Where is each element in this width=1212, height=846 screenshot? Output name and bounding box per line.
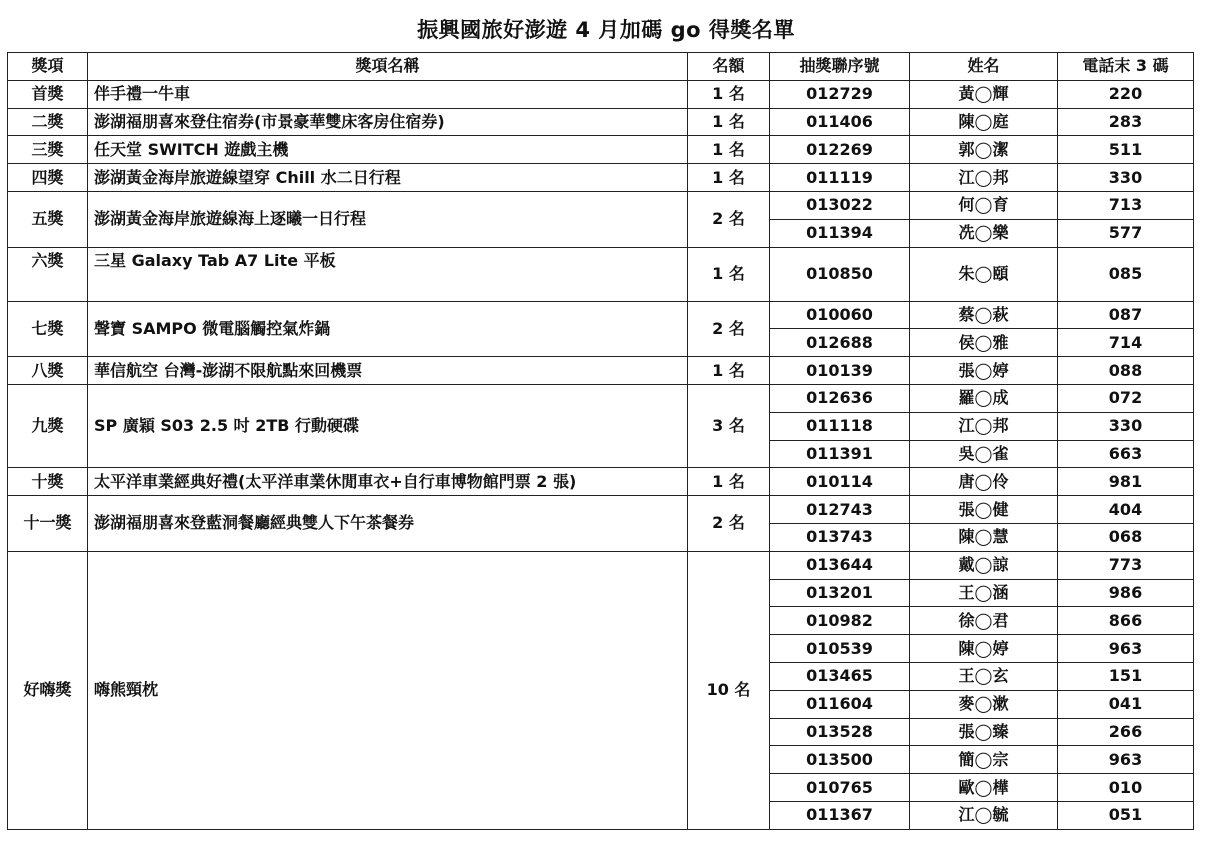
serial-cell: 011391 <box>770 440 910 468</box>
phone-cell: 266 <box>1058 718 1194 746</box>
phone-cell: 963 <box>1058 635 1194 663</box>
count-cell: 1 名 <box>688 468 770 496</box>
count-cell: 1 名 <box>688 80 770 108</box>
award-cell: 五獎 <box>8 191 88 247</box>
phone-cell: 330 <box>1058 412 1194 440</box>
name-cell: 羅◯成 <box>910 384 1058 412</box>
phone-cell: 773 <box>1058 551 1194 579</box>
header-name: 姓名 <box>910 53 1058 81</box>
prize-name-cell: 澎湖黃金海岸旅遊線望穿 Chill 水二日行程 <box>88 164 688 192</box>
name-cell: 張◯婷 <box>910 357 1058 385</box>
table-row <box>8 247 1194 301</box>
count-cell: 3 名 <box>688 384 770 467</box>
name-cell: 簡◯宗 <box>910 746 1058 774</box>
phone-cell: 085 <box>1058 247 1194 301</box>
phone-cell: 010 <box>1058 774 1194 802</box>
name-cell: 戴◯諒 <box>910 551 1058 579</box>
name-cell: 郭◯潔 <box>910 136 1058 164</box>
serial-cell: 010765 <box>770 774 910 802</box>
name-cell: 黃◯輝 <box>910 80 1058 108</box>
phone-cell: 330 <box>1058 164 1194 192</box>
name-cell: 吳◯雀 <box>910 440 1058 468</box>
table-row <box>8 551 1194 579</box>
prize-name-cell: 嗨熊頸枕 <box>88 551 688 829</box>
phone-cell: 220 <box>1058 80 1194 108</box>
serial-cell: 013743 <box>770 523 910 551</box>
serial-cell: 012729 <box>770 80 910 108</box>
table-row <box>8 301 1194 329</box>
serial-cell: 013500 <box>770 746 910 774</box>
phone-cell: 087 <box>1058 301 1194 329</box>
name-cell: 陳◯慧 <box>910 523 1058 551</box>
prize-name-cell: 伴手禮一牛車 <box>88 80 688 108</box>
table-row <box>8 108 1194 136</box>
serial-cell: 013201 <box>770 579 910 607</box>
name-cell: 朱◯頤 <box>910 247 1058 301</box>
name-cell: 冼◯樂 <box>910 219 1058 247</box>
phone-cell: 041 <box>1058 690 1194 718</box>
award-cell: 十獎 <box>8 468 88 496</box>
prize-name-cell: 三星 Galaxy Tab A7 Lite 平板 <box>88 247 688 301</box>
serial-cell: 010139 <box>770 357 910 385</box>
table-row <box>8 164 1194 192</box>
prize-name-cell: 澎湖黃金海岸旅遊線海上逐曦一日行程 <box>88 191 688 247</box>
header-count: 名額 <box>688 53 770 81</box>
prize-name-cell: 澎湖福朋喜來登藍洞餐廳經典雙人下午茶餐券 <box>88 496 688 552</box>
phone-cell: 088 <box>1058 357 1194 385</box>
phone-cell: 963 <box>1058 746 1194 774</box>
name-cell: 江◯邦 <box>910 164 1058 192</box>
serial-cell: 010060 <box>770 301 910 329</box>
award-cell: 八獎 <box>8 357 88 385</box>
table-row <box>8 384 1194 412</box>
name-cell: 麥◯漱 <box>910 690 1058 718</box>
award-cell: 九獎 <box>8 384 88 467</box>
serial-cell: 011367 <box>770 801 910 829</box>
serial-cell: 012688 <box>770 329 910 357</box>
count-cell: 1 名 <box>688 247 770 301</box>
name-cell: 陳◯庭 <box>910 108 1058 136</box>
name-cell: 陳◯婷 <box>910 635 1058 663</box>
name-cell: 張◯健 <box>910 496 1058 524</box>
table-header-row <box>8 53 1194 81</box>
phone-cell: 981 <box>1058 468 1194 496</box>
phone-cell: 068 <box>1058 523 1194 551</box>
serial-cell: 012743 <box>770 496 910 524</box>
count-cell: 1 名 <box>688 164 770 192</box>
table-row <box>8 80 1194 108</box>
count-cell: 1 名 <box>688 136 770 164</box>
serial-cell: 011604 <box>770 690 910 718</box>
name-cell: 張◯臻 <box>910 718 1058 746</box>
prize-name-cell: 聲寶 SAMPO 微電腦觸控氣炸鍋 <box>88 301 688 357</box>
table-row <box>8 136 1194 164</box>
serial-cell: 010539 <box>770 635 910 663</box>
name-cell: 江◯毓 <box>910 801 1058 829</box>
award-cell: 七獎 <box>8 301 88 357</box>
table-row <box>8 191 1194 219</box>
count-cell: 2 名 <box>688 301 770 357</box>
name-cell: 侯◯雅 <box>910 329 1058 357</box>
award-cell: 十一獎 <box>8 496 88 552</box>
serial-cell: 012269 <box>770 136 910 164</box>
name-cell: 歐◯樺 <box>910 774 1058 802</box>
award-cell: 六獎 <box>8 247 88 301</box>
serial-cell: 010114 <box>770 468 910 496</box>
serial-cell: 012636 <box>770 384 910 412</box>
serial-cell: 011394 <box>770 219 910 247</box>
table-body <box>8 80 1194 829</box>
serial-cell: 011119 <box>770 164 910 192</box>
count-cell: 2 名 <box>688 191 770 247</box>
prize-name-cell: SP 廣穎 S03 2.5 吋 2TB 行動硬碟 <box>88 384 688 467</box>
serial-cell: 011406 <box>770 108 910 136</box>
phone-cell: 072 <box>1058 384 1194 412</box>
serial-cell: 013465 <box>770 662 910 690</box>
phone-cell: 283 <box>1058 108 1194 136</box>
phone-cell: 051 <box>1058 801 1194 829</box>
table-row <box>8 357 1194 385</box>
serial-cell: 013644 <box>770 551 910 579</box>
name-cell: 蔡◯萩 <box>910 301 1058 329</box>
header-award-name: 獎項名稱 <box>88 53 688 81</box>
phone-cell: 404 <box>1058 496 1194 524</box>
phone-cell: 866 <box>1058 607 1194 635</box>
award-cell: 四獎 <box>8 164 88 192</box>
phone-cell: 713 <box>1058 191 1194 219</box>
phone-cell: 577 <box>1058 219 1194 247</box>
phone-cell: 151 <box>1058 662 1194 690</box>
name-cell: 徐◯君 <box>910 607 1058 635</box>
award-cell: 首獎 <box>8 80 88 108</box>
name-cell: 王◯涵 <box>910 579 1058 607</box>
phone-cell: 986 <box>1058 579 1194 607</box>
prize-name-cell: 太平洋車業經典好禮(太平洋車業休閒車衣+自行車博物館門票 2 張) <box>88 468 688 496</box>
header-award: 獎項 <box>8 53 88 81</box>
award-cell: 三獎 <box>8 136 88 164</box>
header-serial: 抽獎聯序號 <box>770 53 910 81</box>
table-row <box>8 468 1194 496</box>
name-cell: 江◯邦 <box>910 412 1058 440</box>
prize-name-cell: 華信航空 台灣-澎湖不限航點來回機票 <box>88 357 688 385</box>
header-phone: 電話末 3 碼 <box>1058 53 1194 81</box>
phone-cell: 663 <box>1058 440 1194 468</box>
award-cell: 好嗨獎 <box>8 551 88 829</box>
winners-table <box>7 52 1194 830</box>
prize-name-cell: 澎湖福朋喜來登住宿券(市景豪華雙床客房住宿券) <box>88 108 688 136</box>
prize-name-cell: 任天堂 SWITCH 遊戲主機 <box>88 136 688 164</box>
name-cell: 王◯玄 <box>910 662 1058 690</box>
award-cell: 二獎 <box>8 108 88 136</box>
table-row <box>8 496 1194 524</box>
serial-cell: 013528 <box>770 718 910 746</box>
serial-cell: 010850 <box>770 247 910 301</box>
phone-cell: 511 <box>1058 136 1194 164</box>
count-cell: 1 名 <box>688 108 770 136</box>
name-cell: 何◯育 <box>910 191 1058 219</box>
serial-cell: 013022 <box>770 191 910 219</box>
name-cell: 唐◯伶 <box>910 468 1058 496</box>
page-title: 振興國旅好澎遊 4 月加碼 go 得獎名單 <box>417 18 795 42</box>
serial-cell: 011118 <box>770 412 910 440</box>
phone-cell: 714 <box>1058 329 1194 357</box>
count-cell: 1 名 <box>688 357 770 385</box>
serial-cell: 010982 <box>770 607 910 635</box>
count-cell: 10 名 <box>688 551 770 829</box>
count-cell: 2 名 <box>688 496 770 552</box>
